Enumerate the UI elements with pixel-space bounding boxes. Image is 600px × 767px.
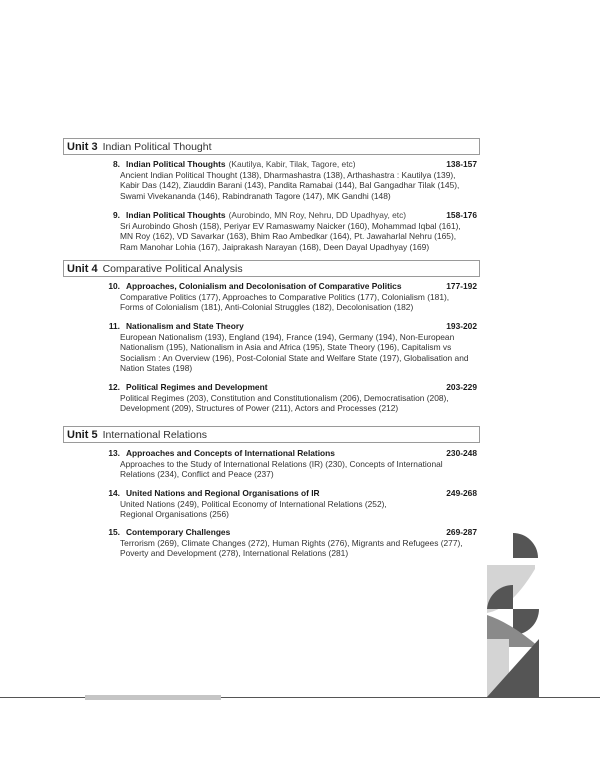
chapter-number: 13. <box>108 448 120 458</box>
topic-line: Kabir Das (142), Ziauddin Barani (143), Pandita Ramabai (144), Bal Gangadhar Tilak (145), <box>120 180 460 191</box>
chapter-number: 10. <box>108 281 120 291</box>
page-range: 269-287 <box>446 527 477 537</box>
topic-line: Regional Organisations (256) <box>120 509 229 520</box>
chapter-topics <box>120 292 476 313</box>
chapter-number: 14. <box>108 488 120 498</box>
footer-accent-bar <box>85 695 221 700</box>
toc-entry-10[interactable] <box>103 281 480 313</box>
unit-number: Unit 4 <box>67 262 98 275</box>
chapter-title: Indian Political Thoughts <box>126 210 226 220</box>
topic-line: Approaches to the Study of International Relations (IR) (230), Concepts of International <box>120 458 443 469</box>
chapter-number: 15. <box>108 527 120 537</box>
topic-line: United Nations (249), Political Economy of International Relations (252), <box>120 498 387 509</box>
page-range: 230-248 <box>446 448 477 458</box>
chapter-topics <box>120 332 476 374</box>
decorative-shapes <box>483 527 543 699</box>
topic-line: Relations (234), Conflict and Peace (237) <box>120 469 274 480</box>
topic-line: Sri Aurobindo Ghosh (158), Periyar EV Ramaswamy Naicker (160), Mohammad Iqbal (161), <box>120 220 461 231</box>
page-range: 177-192 <box>446 281 477 291</box>
page-range: 158-176 <box>446 210 477 220</box>
chapter-title: Indian Political Thoughts <box>126 159 226 169</box>
chapter-title: Approaches, Colonialism and Decolonisation of Comparative Politics <box>126 281 402 291</box>
topic-line: Comparative Politics (177), Approaches to Comparative Politics (177), Colonialism (181), <box>120 291 450 302</box>
chapter-subtitle: (Aurobindo, MN Roy, Nehru, DD Upadhyay, etc) <box>228 210 407 220</box>
topic-line: Forms of Colonialism (181), Anti-Colonial Struggles (182), Decolonisation (182) <box>120 302 414 313</box>
unit-title: Comparative Political Analysis <box>102 262 243 275</box>
topic-line: Ram Manohar Lohia (167), Jaiprakash Narayan (168), Deen Dayal Upadhyay (169) <box>120 241 430 252</box>
chapter-title: Political Regimes and Development <box>126 382 268 392</box>
topic-line: Nation States (198) <box>120 363 193 374</box>
chapter-subtitle: (Kautilya, Kabir, Tilak, Tagore, etc) <box>228 159 356 169</box>
topic-line: Political Regimes (203), Constitution and Constitutionalism (206), Democratisation (208), <box>120 392 449 403</box>
chapter-topics <box>120 221 476 253</box>
topic-line: Development (209), Structures of Power (211), Actors and Processes (212) <box>120 403 399 414</box>
chapter-number: 9. <box>113 210 120 220</box>
chapter-topics <box>120 499 476 520</box>
page-range: 203-229 <box>446 382 477 392</box>
toc-entry-14[interactable] <box>103 488 480 520</box>
page-range: 249-268 <box>446 488 477 498</box>
topic-line: Terrorism (269), Climate Changes (272), Human Rights (276), Migrants and Refugees (277), <box>120 537 463 548</box>
toc-entry-12[interactable] <box>103 382 480 414</box>
unit-4-header <box>63 260 480 277</box>
toc-entry-15[interactable] <box>103 527 480 559</box>
toc-entry-8[interactable] <box>103 159 480 201</box>
chapter-topics <box>120 170 476 202</box>
unit-5-header <box>63 426 480 443</box>
page-range: 138-157 <box>446 159 477 169</box>
topic-line: Ancient Indian Political Thought (138), Dharmashastra (138), Arthashastra : Kautilya (139), <box>120 169 456 180</box>
unit-title: Indian Political Thought <box>102 140 212 153</box>
chapter-title: United Nations and Regional Organisations of IR <box>126 488 320 498</box>
chapter-topics <box>120 459 476 480</box>
topic-line: MN Roy (162), VD Savarkar (163), Bhim Rao Ambedkar (164), Pt. Jawaharlal Nehru (165), <box>120 231 457 242</box>
toc-entry-11[interactable] <box>103 321 480 374</box>
topic-line: Socialism : An Overview (196), Post-Colonial State and Welfare State (197), Globalisation and <box>120 352 469 363</box>
unit-title: International Relations <box>102 428 208 441</box>
chapter-topics <box>120 538 476 559</box>
unit-number: Unit 5 <box>67 428 98 441</box>
topic-line: Nationalism (195), Nationalism in Asia and Africa (195), State Theory (196), Capitalism vs <box>120 342 452 353</box>
chapter-title: Contemporary Challenges <box>126 527 231 537</box>
topic-line: Swami Vivekananda (146), Rabindranath Tagore (147), MK Gandhi (148) <box>120 190 391 201</box>
topic-line: European Nationalism (193), England (194), France (194), Germany (194), Non-European <box>120 331 455 342</box>
page-range: 193-202 <box>446 321 477 331</box>
unit-number: Unit 3 <box>67 140 98 153</box>
chapter-number: 8. <box>113 159 120 169</box>
topic-line: Poverty and Development (278), International Relations (281) <box>120 548 349 559</box>
unit-3-header <box>63 138 480 155</box>
chapter-number: 11. <box>108 321 120 331</box>
toc-entry-13[interactable] <box>103 448 480 480</box>
chapter-number: 12. <box>108 382 120 392</box>
chapter-title: Nationalism and State Theory <box>126 321 244 331</box>
toc-entry-9[interactable] <box>103 210 480 252</box>
chapter-topics <box>120 393 476 414</box>
chapter-title: Approaches and Concepts of International Relations <box>126 448 335 458</box>
quarter-circle-shape <box>513 533 538 558</box>
